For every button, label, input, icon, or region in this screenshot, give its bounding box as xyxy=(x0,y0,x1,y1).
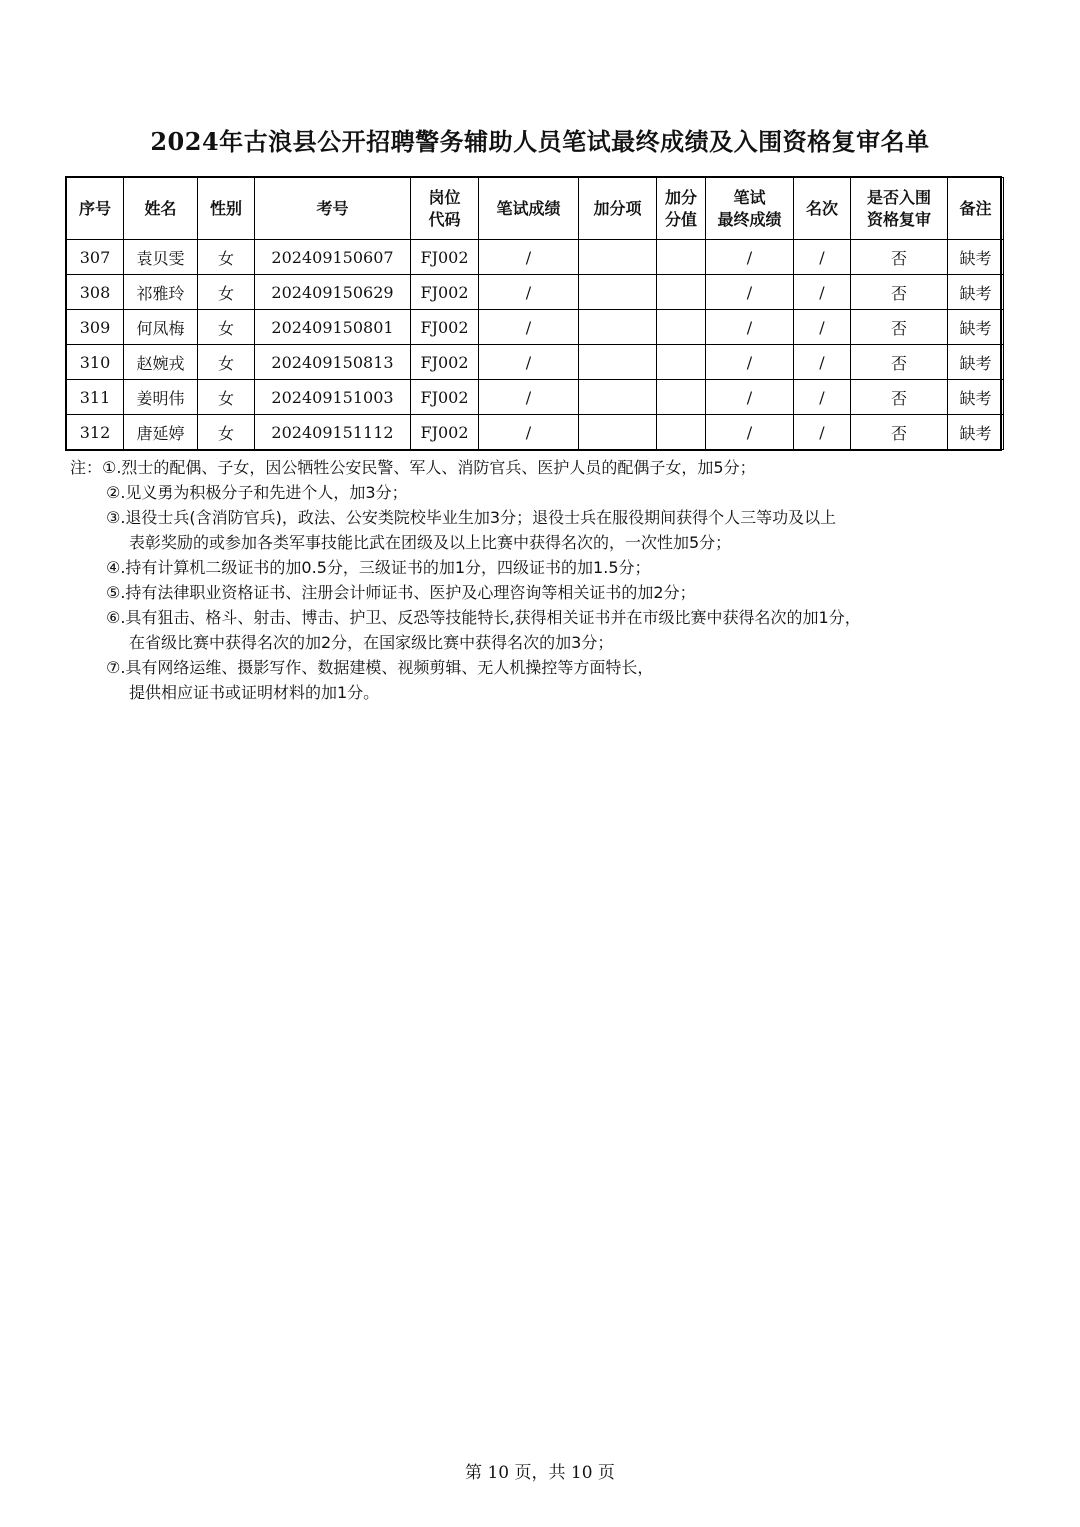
table-cell: 否 xyxy=(851,275,948,310)
table-cell xyxy=(579,415,657,450)
table-cell: 缺考 xyxy=(948,380,1004,415)
table-cell: / xyxy=(706,415,794,450)
table-cell: 否 xyxy=(851,240,948,275)
table-cell xyxy=(579,310,657,345)
note-6: ⑥.具有狙击、格斗、射击、博击、护卫、反恐等技能特长,获得相关证书并在市级比赛中获得名次的加1分， xyxy=(106,608,861,627)
table-cell: 女 xyxy=(198,415,255,450)
page-number: 第 10 页，共 10 页 xyxy=(465,1463,615,1483)
table-cell: 女 xyxy=(198,310,255,345)
table-cell: 缺考 xyxy=(948,240,1004,275)
table-cell: 202409151003 xyxy=(255,380,411,415)
column-header: 考号 xyxy=(255,178,411,240)
table-cell: 310 xyxy=(67,345,124,380)
table-cell xyxy=(579,380,657,415)
table-cell: / xyxy=(706,275,794,310)
table-cell: 女 xyxy=(198,345,255,380)
table-cell: 308 xyxy=(67,275,124,310)
column-header: 加分 分值 xyxy=(657,178,706,240)
table-cell: FJ002 xyxy=(411,345,479,380)
note-3-cont: 表彰奖励的或参加各类军事技能比武在团级及以上比赛中获得名次的，一次性加5分； xyxy=(129,533,732,552)
table-cell: 袁贝雯 xyxy=(124,240,198,275)
note-1: 注：①.烈士的配偶、子女，因公牺牲公安民警、军人、消防官兵、医护人员的配偶子女，加5分； xyxy=(70,458,756,477)
table-cell: / xyxy=(706,240,794,275)
column-header: 名次 xyxy=(794,178,851,240)
table-row xyxy=(67,275,1004,310)
note-7-cont: 提供相应证书或证明材料的加1分。 xyxy=(129,683,380,702)
table-cell: / xyxy=(794,240,851,275)
table-cell: FJ002 xyxy=(411,240,479,275)
note-6-cont: 在省级比赛中获得名次的加2分，在国家级比赛中获得名次的加3分； xyxy=(129,633,614,652)
table-cell: 女 xyxy=(198,240,255,275)
table-cell: / xyxy=(479,415,579,450)
column-header: 姓名 xyxy=(124,178,198,240)
table-cell: 赵婉戎 xyxy=(124,345,198,380)
table-cell xyxy=(579,345,657,380)
table-cell: 缺考 xyxy=(948,345,1004,380)
table-cell: / xyxy=(794,415,851,450)
column-header: 序号 xyxy=(67,178,124,240)
table-cell: / xyxy=(479,240,579,275)
table-cell xyxy=(579,275,657,310)
column-header: 笔试成绩 xyxy=(479,178,579,240)
table-cell xyxy=(579,240,657,275)
table-cell: / xyxy=(479,310,579,345)
table-cell: / xyxy=(794,275,851,310)
table-cell: 309 xyxy=(67,310,124,345)
note-2: ②.见义勇为积极分子和先进个人，加3分； xyxy=(106,483,408,502)
table-row xyxy=(67,415,1004,450)
notes-section xyxy=(70,455,1010,705)
table-cell: / xyxy=(479,380,579,415)
table-cell: 202409150629 xyxy=(255,275,411,310)
table-row xyxy=(67,310,1004,345)
table-cell: FJ002 xyxy=(411,275,479,310)
table-cell xyxy=(657,310,706,345)
table-cell: 缺考 xyxy=(948,275,1004,310)
table-cell: / xyxy=(794,310,851,345)
note-7: ⑦.具有网络运维、摄影写作、数据建模、视频剪辑、无人机操控等方面特长， xyxy=(106,658,654,677)
table-header-row xyxy=(67,178,1004,240)
table-cell: / xyxy=(706,310,794,345)
table-cell: 202409151112 xyxy=(255,415,411,450)
column-header: 笔试 最终成绩 xyxy=(706,178,794,240)
table-cell: 女 xyxy=(198,380,255,415)
table-cell xyxy=(657,240,706,275)
table-cell: 202409150813 xyxy=(255,345,411,380)
table-cell xyxy=(657,380,706,415)
table-cell: 缺考 xyxy=(948,415,1004,450)
note-4: ④.持有计算机二级证书的加0.5分，三级证书的加1分，四级证书的加1.5分； xyxy=(106,558,651,577)
table-cell: 缺考 xyxy=(948,310,1004,345)
table-cell: / xyxy=(794,380,851,415)
column-header: 岗位 代码 xyxy=(411,178,479,240)
table-cell: 202409150801 xyxy=(255,310,411,345)
table-cell: / xyxy=(794,345,851,380)
table-cell: FJ002 xyxy=(411,310,479,345)
column-header: 是否入围 资格复审 xyxy=(851,178,948,240)
table-cell xyxy=(657,275,706,310)
table-cell: 女 xyxy=(198,275,255,310)
table-row xyxy=(67,345,1004,380)
page-title: 2024年古浪县公开招聘警务辅助人员笔试最终成绩及入围资格复审名单 xyxy=(150,127,930,156)
table-cell: 307 xyxy=(67,240,124,275)
table-cell: / xyxy=(479,345,579,380)
column-header: 性别 xyxy=(198,178,255,240)
table-cell: 312 xyxy=(67,415,124,450)
column-header: 加分项 xyxy=(579,178,657,240)
table-cell: FJ002 xyxy=(411,415,479,450)
table-cell: 何凤梅 xyxy=(124,310,198,345)
table-cell: 否 xyxy=(851,380,948,415)
table-cell: / xyxy=(706,345,794,380)
table-body xyxy=(67,240,1004,450)
table-cell: / xyxy=(479,275,579,310)
table-row xyxy=(67,380,1004,415)
table-cell: FJ002 xyxy=(411,380,479,415)
results-table xyxy=(66,177,1004,450)
table-cell: / xyxy=(706,380,794,415)
table-cell: 姜明伟 xyxy=(124,380,198,415)
table-cell: 否 xyxy=(851,345,948,380)
table-cell xyxy=(657,415,706,450)
table-cell: 否 xyxy=(851,415,948,450)
table-cell: 否 xyxy=(851,310,948,345)
table-cell xyxy=(657,345,706,380)
table-cell: 祁雅玲 xyxy=(124,275,198,310)
note-5: ⑤.持有法律职业资格证书、注册会计师证书、医护及心理咨询等相关证书的加2分； xyxy=(106,583,696,602)
table-cell: 唐延婷 xyxy=(124,415,198,450)
note-3: ③.退役士兵(含消防官兵)，政法、公安类院校毕业生加3分；退役士兵在服役期间获得个人三等功及以上 xyxy=(106,508,837,527)
table-cell: 311 xyxy=(67,380,124,415)
table-row xyxy=(67,240,1004,275)
column-header: 备注 xyxy=(948,178,1004,240)
table-cell: 202409150607 xyxy=(255,240,411,275)
